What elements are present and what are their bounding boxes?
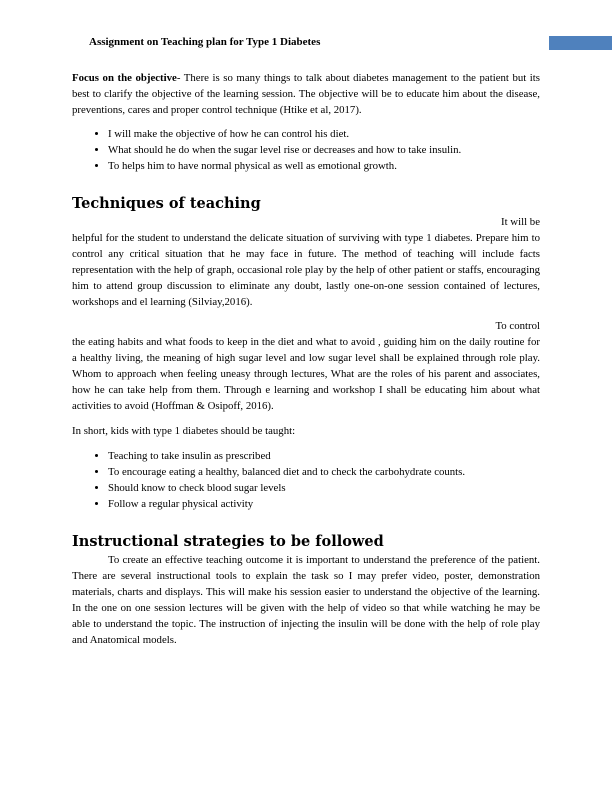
objective-bullet-list [72, 126, 540, 174]
list-item: • Follow a regular physical activity [108, 496, 540, 512]
list-item: • Teaching to take insulin as prescribed [108, 448, 540, 464]
strategies-paragraph: To create an effective teaching outcome it is important to understand the preference of the patient. There are several instructional tools to explain the task so I may prefer video, poster, demonstration materials, charts and displays. This will make his session easier to understand the objective of the learning. In the one on one session lectures will be given with the help of video so that while watching he may be able to understand the topic. The instruction of injecting the insulin will be done with the help of role play and Anatomical models. [72, 554, 540, 646]
document-body [72, 70, 540, 648]
techniques-heading: Techniques of teaching [72, 195, 261, 212]
list-item: • What should he do when the sugar level rise or decreases and how to take insulin. [108, 142, 540, 158]
objective-paragraph [72, 70, 540, 118]
techniques-para1-start [72, 214, 540, 230]
list-item: • Should know to check blood sugar levels [108, 480, 540, 496]
objective-lead: Focus on the objective [72, 72, 177, 84]
header-accent-bar [549, 36, 612, 50]
techniques-summary: In short, kids with type 1 diabetes should be taught: [72, 425, 296, 437]
techniques-para2: the eating habits and what foods to keep in the diet and what to avoid , guiding him on the daily routine for a healthy living, the meaning of high sugar level and low sugar level shall be explained through role play. Whom to approach when feeling uneasy through lectures, What are the roles of his parent and associates, how he can take help from them. Through e learning and workshop I shall be educating him about what activities to avoid (Hoffman & Osipoff, 2016). [72, 336, 540, 412]
objective-text: - There is so many things to talk about diabetes management to the patient but its best to clarify the objective of the learning session. The objective will be to educate him about the disease, preventions, cares and proper control technique (Htike et al, 2017). [72, 72, 540, 116]
techniques-para1-start-text: It will be [501, 216, 540, 228]
strategies-heading: Instructional strategies to be followed [72, 533, 384, 550]
techniques-bullet-list [72, 448, 540, 512]
list-item: • To encourage eating a healthy, balanced diet and to check the carbohydrate counts. [108, 464, 540, 480]
techniques-para2-start-text: To control [495, 320, 540, 332]
list-item: • I will make the objective of how he can control his diet. [108, 126, 540, 142]
techniques-para2-start [72, 318, 540, 334]
list-item: • To helps him to have normal physical as well as emotional growth. [108, 158, 540, 174]
techniques-para1: helpful for the student to understand the delicate situation of surviving with type 1 diabetes. Prepare him to control any critical situation that he may face in future. The method of teaching will include facts representation with the help of graph, occasional role play by the help of other patient or staffs, encouraging him to attend group discussion to eliminate any doubt, lastly one-on-one session contained of lectures, workshops and el learning (Silviay,2016). [72, 232, 540, 308]
document-header-title: Assignment on Teaching plan for Type 1 Diabetes [89, 36, 321, 48]
